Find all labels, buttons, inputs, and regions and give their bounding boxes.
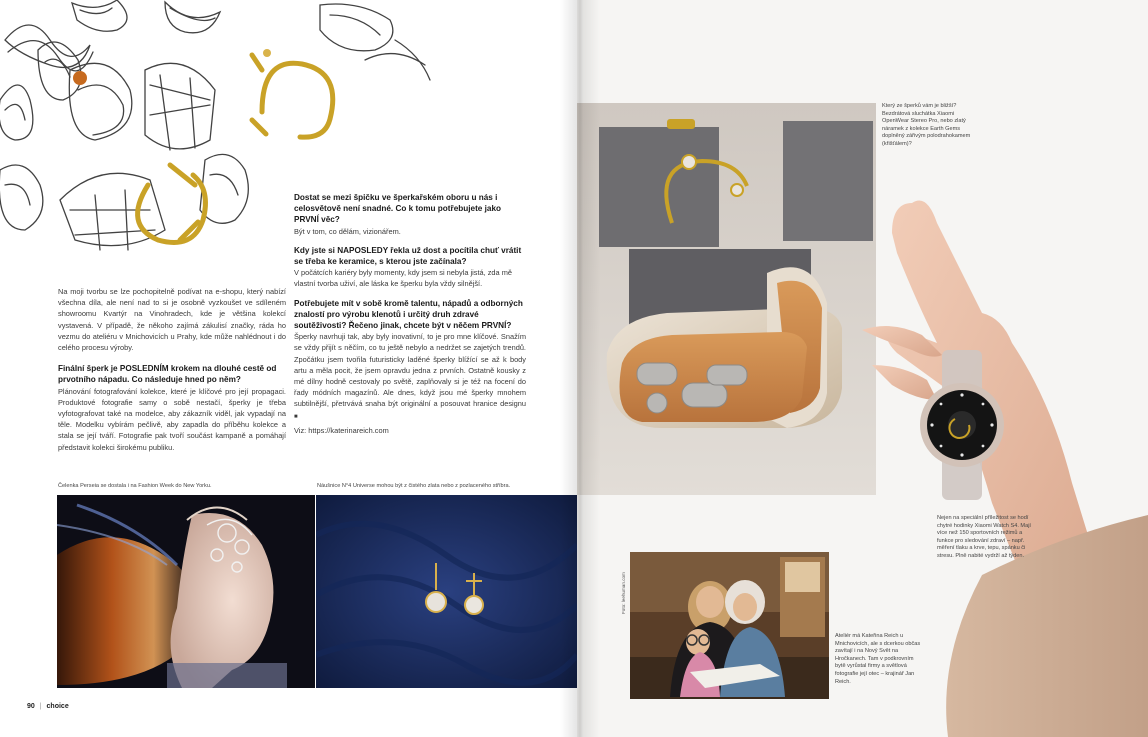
question-1: Finální šperk je POSLEDNÍM krokem na dlouhé cestě od prvotního nápadu. Co následuje hned po něm? xyxy=(58,364,277,385)
magazine-name: choice xyxy=(46,703,69,710)
article-column-1 xyxy=(58,286,286,453)
answer-2: Být v tom, co dělám, vizionářem. xyxy=(294,226,401,236)
caption-earrings: Náušnice N°4 Universe mohou být z čistého zlata nebo z pozlaceného stříbra. xyxy=(317,483,511,489)
question-3: Kdy jste si NAPOSLEDY řekla už dost a pocítila chuť vrátit se třeba ke keramice, s kterou jste začínala? xyxy=(294,245,522,267)
answer-4-text: Šperky navrhuji tak, aby byly inovativní, to je pro mne klíčové. Snažím se vždy přijít s něčím, co tu ještě nebylo a nedržet se zajetých trendů. Zpočátku jsem tvořila futuristicky laděné šperky blížící se až k body artu a měla pocit, že jsem opravdu jedna z prvních. Ostatně kousky z mé dílny hodně cestovaly po světě, zaplňovaly si je též na focení do řady módních magazínů. Ale dnes, když jsou mé šperky mnohem subtilnější, přetrvává snaha být originální a posouvat hranice designu xyxy=(294,332,526,409)
article-column-2 xyxy=(294,192,526,436)
intro-paragraph: Na moji tvorbu se lze pochopitelně podívat na e-shopu, který nabízí všechna díla, ale není nad to si je osobně vyzkoušet ve sdíleném showroomu Kvartýr na Vinohradech, kde je většina kolekcí vystavená. V případě, že někoho zajímá zákulisí značky, ráda ho vezmu do ateliéru v Mnichovicích u Prahy, kde může nahlédnout i do celého procesu výroby. xyxy=(58,287,286,353)
earbuds-bracelet-photo xyxy=(577,103,876,495)
family-atelier-photo xyxy=(630,552,829,699)
earrings-photo xyxy=(316,495,577,688)
answer-3: V počátcích kariéry byly momenty, kdy jsem si nebyla jistá, zda mě vlastní tvorba uživí, ale láska ke šperku byla vždy silnější. xyxy=(294,268,512,289)
question-2: Dostat se mezi špičku ve šperkařském oboru u nás i celosvětově není snadné. Co k tomu potřebujete jako PRVNÍ věc? xyxy=(294,193,502,225)
caption-family: Ateliér má Kateřina Reich u Mnichovicích, ale s dcerkou občas zavítají i na Nový Svět na Hročkanech. Tam v podkrovním bytě vyrůstal firmy a světlová fotografie její otec – krajinář Jan Reich. xyxy=(835,633,921,685)
folio: 90 | choice xyxy=(27,703,69,710)
photo-credit: Foto: leehuman.com xyxy=(621,572,626,614)
caption-headpiece: Čelenka Perseia se dostala i na Fashion Week do New Yorku. xyxy=(58,483,212,489)
right-page xyxy=(577,0,1148,737)
headpiece-model-photo xyxy=(57,495,315,688)
end-mark: ■ xyxy=(294,413,298,420)
page-number: 90 xyxy=(27,703,35,710)
question-4: Potřebujete mít v sobě kromě talentu, nápadů a odborných znalostí pro výrobu klenotů i určitý druh zdravé soutěživosti? Řečeno jinak, chcete být v něčem PRVNÍ? xyxy=(294,298,523,331)
caption-earbuds: Který ze šperků vám je bližší? Bezdrátová sluchátka Xiaomi OpenWear Stereo Pro, nebo zlatý náramek z kolekce Earth Gems doplněný zářivým polodrahokamem (křišťálem)? xyxy=(882,103,971,147)
website-reference: Viz: https://katerinareich.com xyxy=(294,425,389,435)
answer-4 xyxy=(294,331,526,423)
answer-1: Plánování fotografování kolekce, které je klíčové pro její propagaci. Produktové fotografie samy o sobě nestačí, šperky je třeba vyfotografovat také na modelce, aby zákazník viděl, jak vypadají na těle. Modelku vybírám pečlivě, aby zapadla do příběhu kolekce a stala se její tváří. Fotografie pak tvoří součást kampaně a pomáhají představit kolekci širokému publiku. xyxy=(58,386,286,452)
caption-watch: Nejen na speciální příležitost se hodí chytré hodinky Xiaomi Watch S4. Mají více než 150 sportovních režimů a funkce pro sledování zdraví – např. měření tlaku a krve, tepu, spánku či stresu. Plně nabité vydrží až týden. xyxy=(937,515,1031,559)
